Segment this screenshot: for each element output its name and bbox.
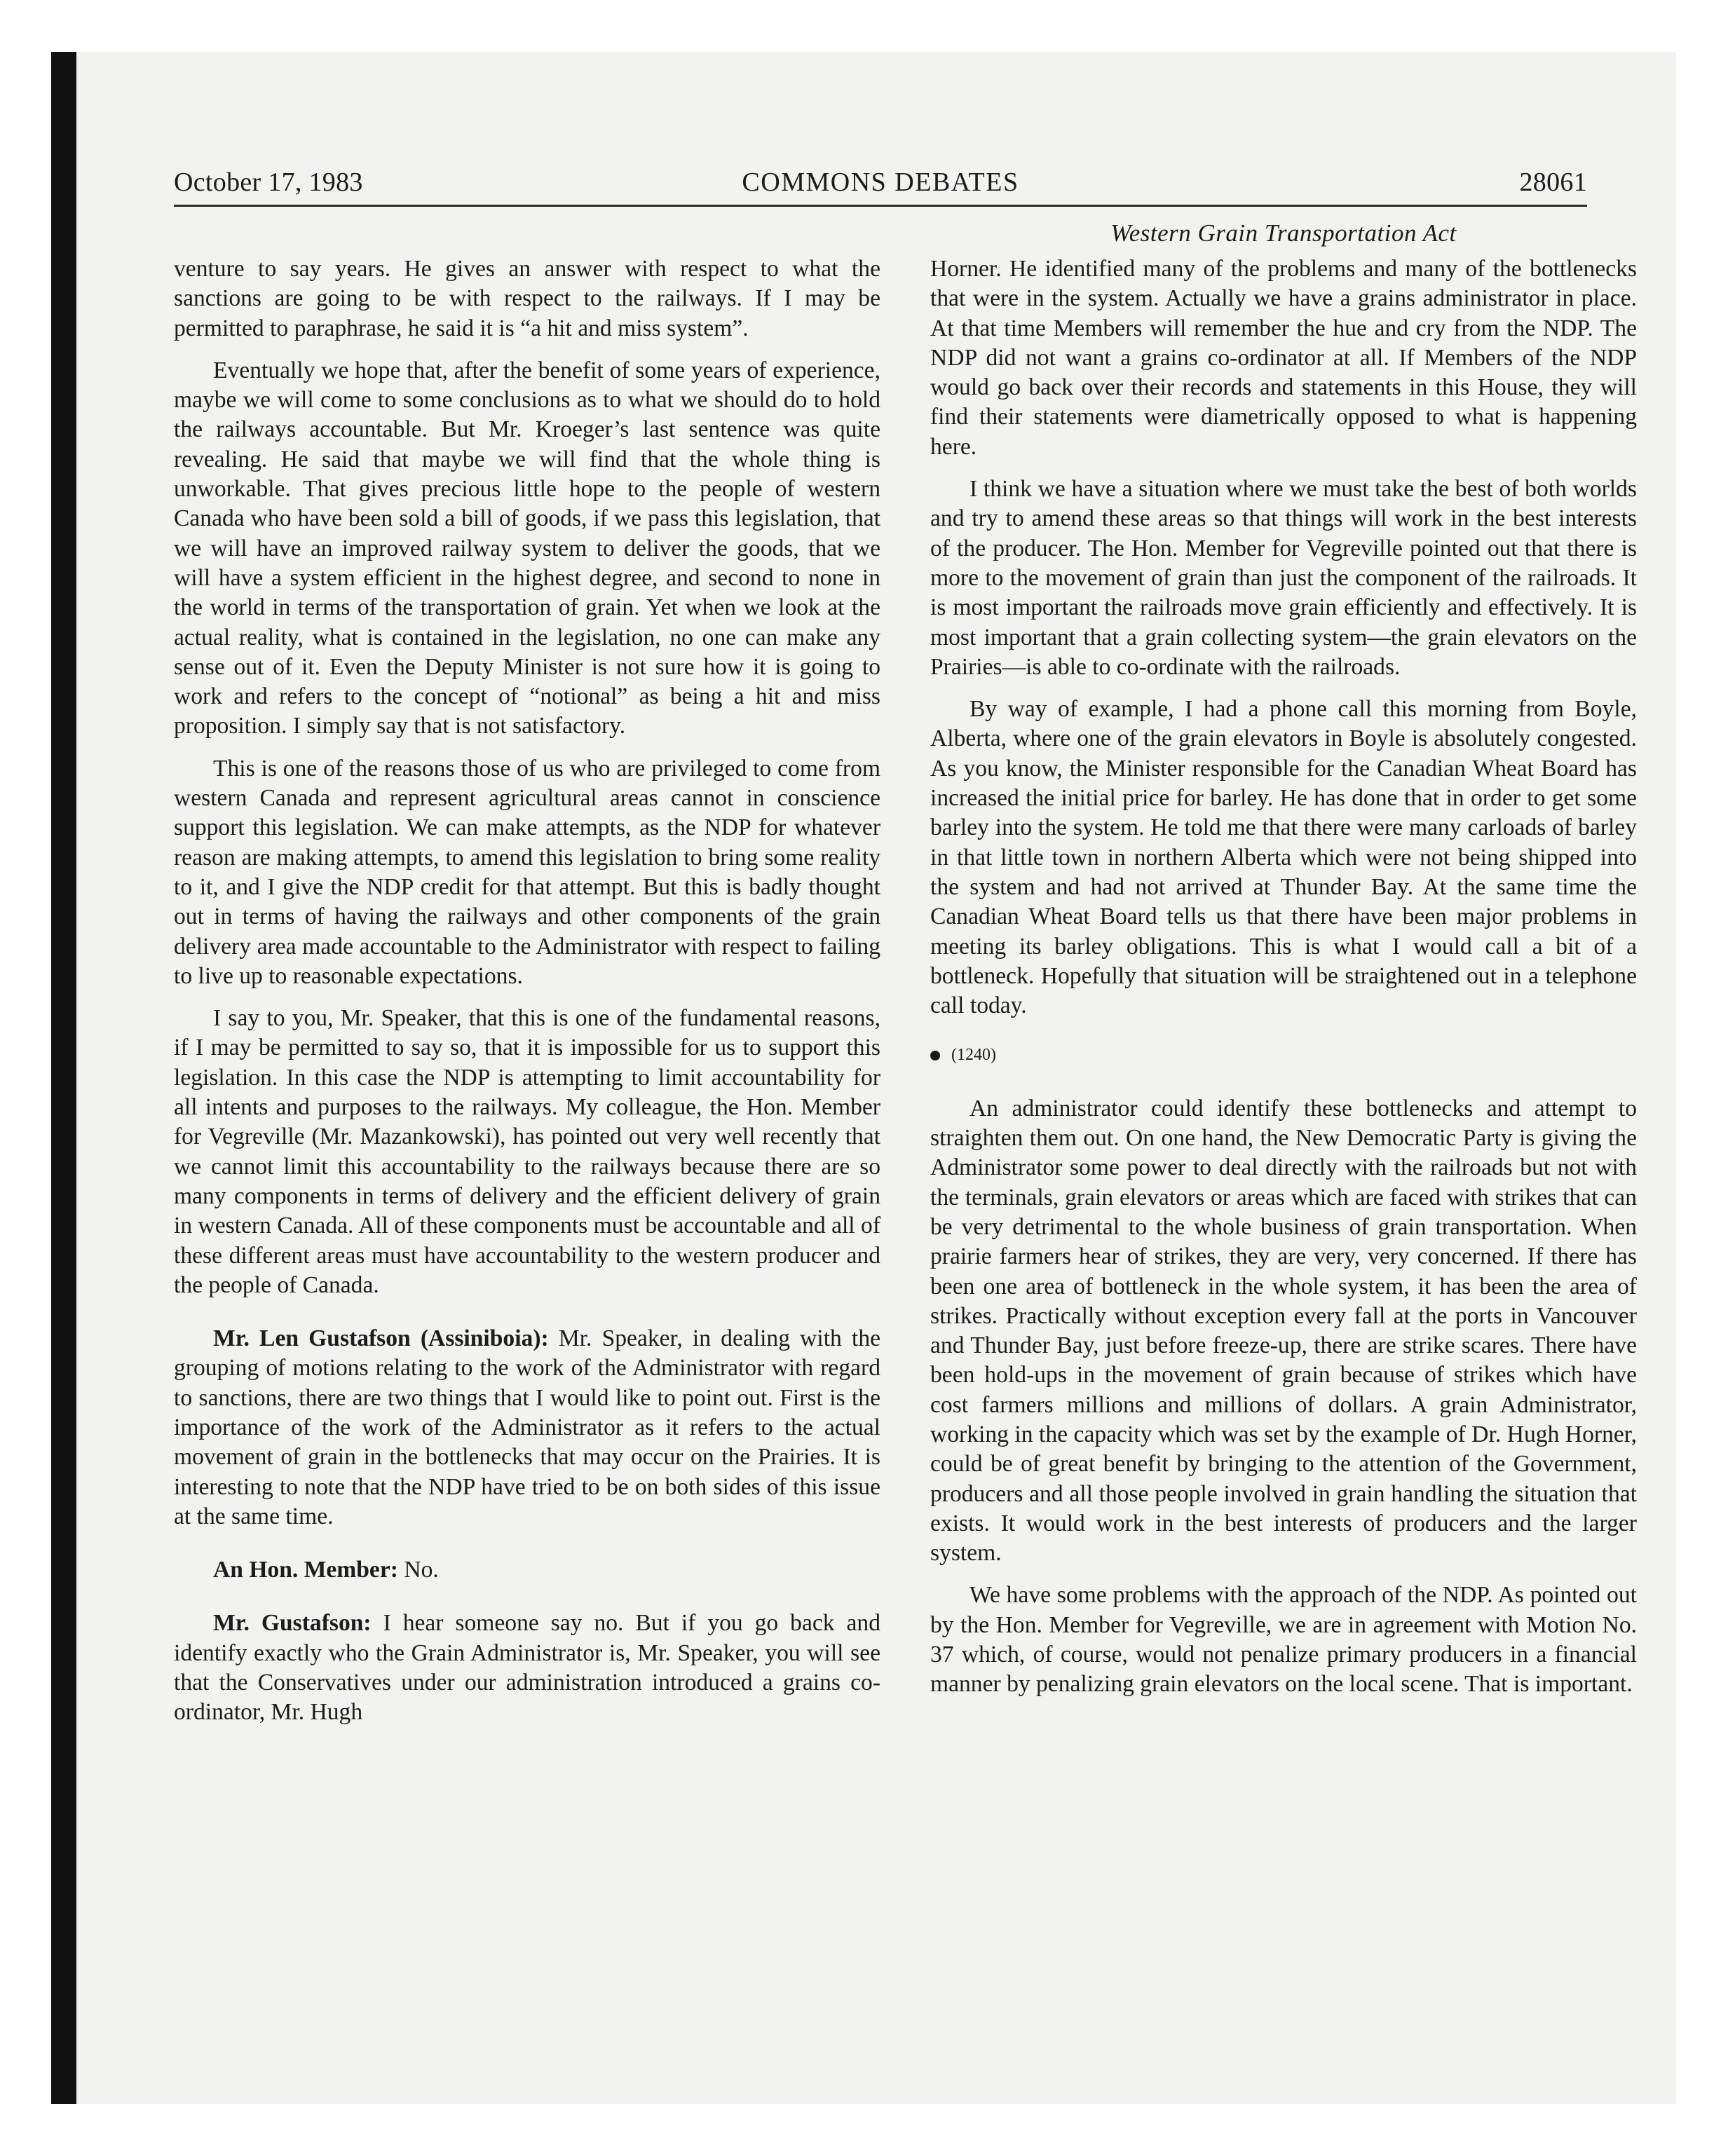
speech-text: No. — [404, 1557, 439, 1583]
paragraph: By way of example, I had a phone call this morning from Boyle, Alberta, where one of the grain elevators in Boyle is absolutely congested. As you know, the Minister responsible for the Canadian Wheat Board has increased the initial price for barley. He has done that in order to get some barley into the system. He told me that there were many carloads of barley in that little town in northern Alberta which were not being shipped into the system and had not arrived at Thunder Bay. At the same time the Canadian Wheat Board tells us that there have been major problems in meeting its barley obligations. This is what I would call a bit of a bottleneck. Hopefully that situation will be straightened out in a telephone call today. — [930, 696, 1637, 1019]
speaker-name: An Hon. Member: — [213, 1557, 398, 1583]
paragraph: We have some problems with the approach of the NDP. As pointed out by the Hon. Member for Vegreville, we are in agreement with Motion No. 37 which, of course, would not penalize primary producers in a financial manner by penalizing grain elevators on the local scene. That is important. — [930, 1582, 1637, 1698]
paragraph: I think we have a situation where we must take the best of both worlds and try to amend these areas so that things will work in the best interests of the producer. The Hon. Member for Vegreville pointed out that there is more to the movement of grain than just the component of the railroads. It is most important the railroads move grain efficiently and effectively. It is most important that a grain collecting system—the grain elevators on the Prairies—is able to co-ordinate with the railroads. — [930, 476, 1637, 680]
paragraph: Eventually we hope that, after the benefit of some years of experience, maybe we will come to some conclusions as to what we should do to hold the railways accountable. But Mr. Kroeger’s last sentence was quite revealing. He said that maybe we will find that the whole thing is unworkable. That gives precious little hope to the people of western Canada who have been sold a bill of goods, if we pass this legislation, that we will have an improved railway system to deliver the goods, that we will have a system efficient in the highest degree, and second to none in the world in terms of the transportation of grain. Yet when we look at the actual reality, what is contained in the legislation, no one can make any sense out of it. Even the Deputy Minister is not sure how it is going to work and refers to the concept of “notional” as being a hit and miss proposition. I simply say that is not satisfactory. — [174, 357, 880, 739]
speaker-name: Mr. Len Gustafson (Assiniboia): — [213, 1325, 549, 1352]
header-page-number: 28061 — [1519, 168, 1587, 197]
section-title: Western Grain Transportation Act — [1110, 219, 1457, 247]
time-marker-label: (1240) — [951, 1046, 996, 1065]
header-publication: COMMONS DEBATES — [742, 168, 1019, 197]
paragraph: I say to you, Mr. Speaker, that this is one of the fundamental reasons, if I may be permitted to say so, that it is impossible for us to support this legislation. In this case the NDP is attempting to limit accountability for all intents and purposes to the railways. My colleague, the Hon. Member for Vegreville (Mr. Mazankowski), has pointed out very well recently that we cannot limit this accountability to the railways because there are so many components in terms of delivery and the efficient delivery of grain in western Canada. All of these components must be accountable and all of these different areas must have accountability to the western producer and the people of Canada. — [174, 1005, 880, 1298]
paragraph: An administrator could identify these bottlenecks and attempt to straighten them out. On one hand, the New Democratic Party is giving the Administrator some power to deal directly with the railroads but not with the terminals, grain elevators or areas which are faced with strikes that can be very detrimental to the whole business of grain transportation. When prairie farmers hear of strikes, they are very, very concerned. If there has been one area of bottleneck in the whole system, it has been the area of strikes. Practically without exception every fall at the ports in Vancouver and Thunder Bay, just before freeze-up, there are strike scares. There have been hold-ups in the movement of grain because of strikes which have cost farmers millions and millions of dollars. A grain Administrator, working in the capacity which was set by the example of Dr. Hugh Horner, could be of great benefit by bringing to the attention of the Government, producers and all those people involved in grain handling the situation that exists. It would work in the best interests of producers and the larger system. — [930, 1095, 1637, 1567]
paragraph: venture to say years. He gives an answer with respect to what the sanctions are going to be with respect to the railways. If I may be permitted to paraphrase, he said it is “a hit and miss system”. — [174, 256, 880, 341]
speech-paragraph — [174, 1555, 880, 1585]
right-column — [930, 254, 1637, 1712]
left-column — [174, 254, 880, 1740]
header-date: October 17, 1983 — [174, 168, 363, 197]
bullet-icon — [930, 1051, 940, 1060]
speaker-name: Mr. Gustafson: — [213, 1610, 372, 1637]
scan-binding-edge — [51, 52, 76, 2104]
speech-text: I hear someone say no. But if you go back and identify exactly who the Grain Administrator is, Mr. Speaker, you will see that the Conservatives under our administration introduced a grains co-ordinator, Mr. Hugh — [174, 1610, 880, 1726]
paragraph: This is one of the reasons those of us who are privileged to come from western Canada and represent agricultural areas cannot in conscience support this legislation. We can make attempts, as the NDP for whatever reason are making attempts, to amend this legislation to bring some reality to it, and I give the NDP credit for that attempt. But this is badly thought out in terms of having the railways and other components of the grain delivery area made accountable to the Administrator with respect to failing to live up to reasonable expectations. — [174, 755, 880, 989]
speech-paragraph — [174, 1609, 880, 1727]
speech-text: Mr. Speaker, in dealing with the grouping of motions relating to the work of the Administrator with regard to sanctions, there are two things that I would like to point out. First is the importance of the work of the Administrator as it refers to the actual movement of grain in the bottlenecks that may occur on the Prairies. It is interesting to note that the NDP have tried to be on both sides of this issue at the same time. — [174, 1325, 881, 1529]
header-rule — [174, 205, 1587, 207]
running-head — [174, 167, 1587, 209]
speech-paragraph — [174, 1324, 880, 1531]
paragraph: Horner. He identified many of the problems and many of the bottlenecks that were in the system. Actually we have a grains administrator in place. At that time Members will remember the hue and cry from the NDP. The NDP did not want a grains co-ordinator at all. If Members of the NDP would go back over their records and statements in this House, they will find their statements were diametrically opposed to what is happening here. — [930, 256, 1637, 460]
time-marker — [930, 1040, 1637, 1070]
